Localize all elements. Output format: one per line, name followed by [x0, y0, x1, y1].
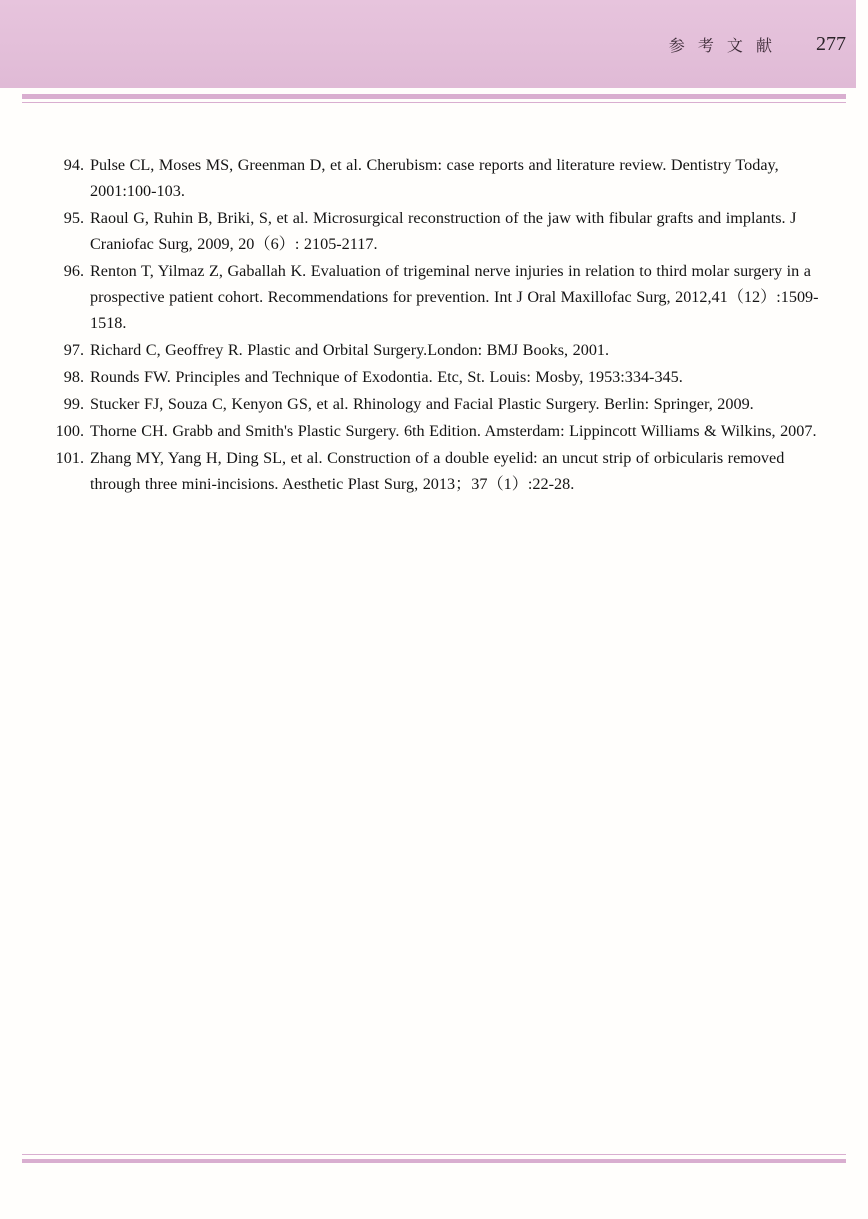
reference-text: Pulse CL, Moses MS, Greenman D, et al. Cherubism: case reports and literature review. Dentistry Today, 2001:100-103. [90, 156, 779, 200]
reference-number: 101. [55, 449, 84, 467]
reference-text: Thorne CH. Grabb and Smith's Plastic Surgery. 6th Edition. Amsterdam: Lippincott Williams & Wilkins, 2007. [90, 422, 817, 440]
reference-item [52, 445, 820, 497]
reference-item [52, 258, 820, 336]
reference-number: 96. [63, 262, 84, 280]
reference-text: Zhang MY, Yang H, Ding SL, et al. Construction of a double eyelid: an uncut strip of orbicularis removed through three mini-incisions. Aesthetic Plast Surg, 2013；37（1）:22-28. [90, 449, 785, 493]
reference-number: 94. [63, 156, 84, 174]
header-rule-thin [22, 102, 846, 103]
reference-item [52, 364, 820, 390]
page-number: 277 [816, 32, 846, 55]
reference-item [52, 391, 820, 417]
reference-number: 97. [63, 341, 84, 359]
page-header-title: 参 考 文 献 [668, 35, 776, 55]
reference-number: 99. [63, 395, 84, 413]
reference-text: Renton T, Yilmaz Z, Gaballah K. Evaluation of trigeminal nerve injuries in relation to third molar surgery in a prospective patient cohort. Recommendations for prevention. Int J Oral Maxillofac Surg, 2012,41（12）:1509-1518. [90, 262, 819, 332]
header-edge-notch [856, 0, 868, 88]
reference-item [52, 418, 820, 444]
reference-item [52, 205, 820, 257]
footer-rule-thick [22, 1159, 846, 1163]
page-header-content [438, 0, 868, 88]
reference-text: Richard C, Geoffrey R. Plastic and Orbital Surgery.London: BMJ Books, 2001. [90, 341, 610, 359]
reference-text: Rounds FW. Principles and Technique of Exodontia. Etc, St. Louis: Mosby, 1953:334-345. [90, 368, 683, 386]
reference-list [52, 152, 820, 498]
reference-item [52, 337, 820, 363]
reference-text: Stucker FJ, Souza C, Kenyon GS, et al. Rhinology and Facial Plastic Surgery. Berlin: Springer, 2009. [90, 395, 754, 413]
reference-number: 98. [63, 368, 84, 386]
reference-text: Raoul G, Ruhin B, Briki, S, et al. Microsurgical reconstruction of the jaw with fibular grafts and implants. J Craniofac Surg, 2009, 20（6）: 2105-2117. [90, 209, 797, 253]
reference-item [52, 152, 820, 204]
header-rule-thick [22, 94, 846, 99]
footer-rule-thin [22, 1154, 846, 1155]
reference-number: 95. [63, 209, 84, 227]
reference-number: 100. [55, 422, 84, 440]
page-header-band [0, 0, 868, 88]
